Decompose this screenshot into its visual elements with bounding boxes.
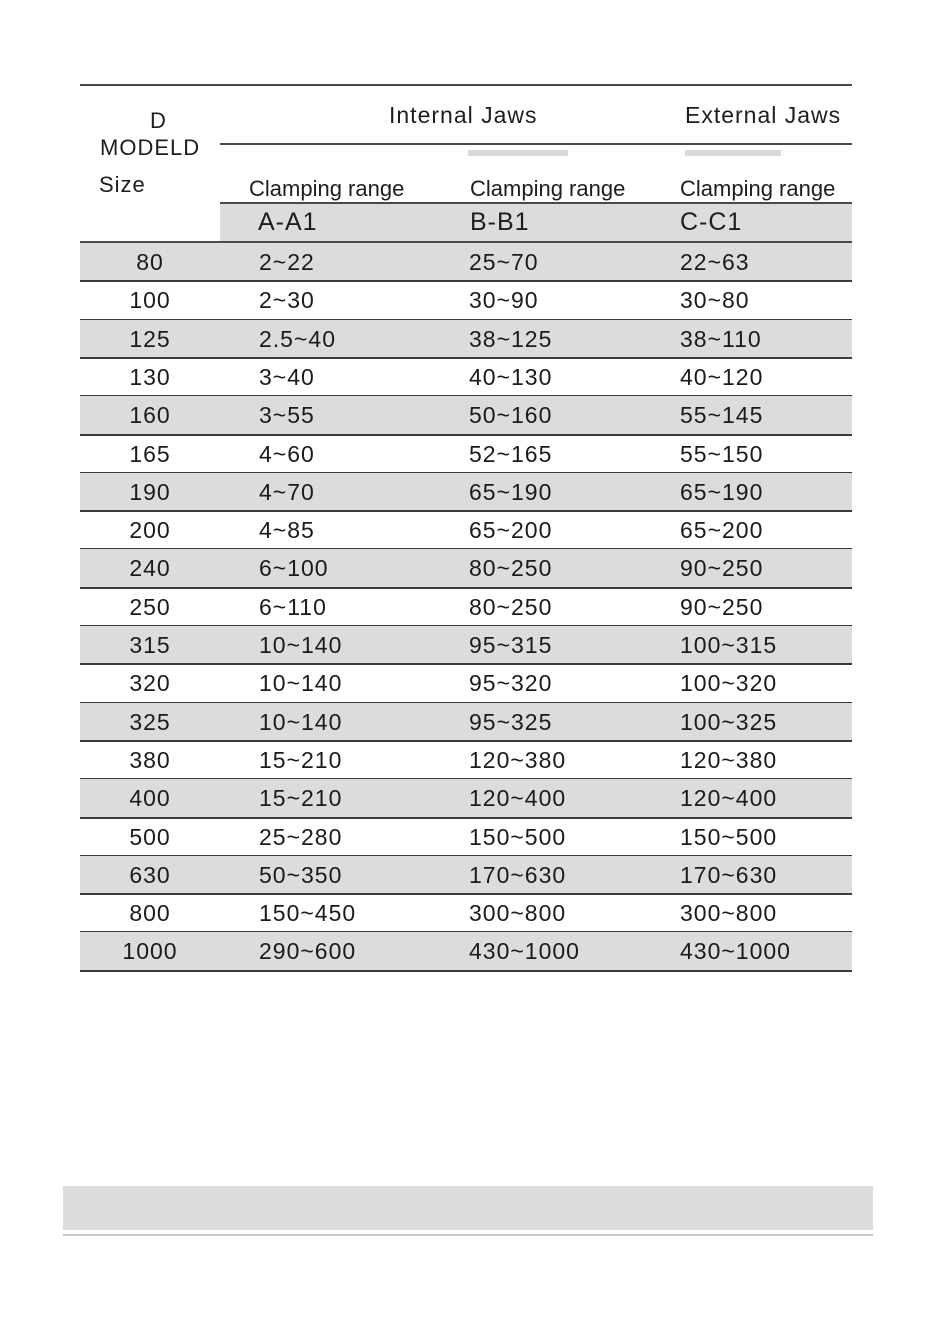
range-a-cell: 4~60	[259, 441, 315, 467]
range-c-cell: 430~1000	[680, 938, 791, 964]
range-c-cell: 100~320	[680, 670, 778, 696]
range-b-cell: 50~160	[469, 402, 553, 428]
code-band-top-rule	[220, 202, 852, 204]
range-c-cell: 170~630	[680, 862, 778, 888]
range-b-cell: 95~315	[469, 632, 553, 658]
table-row	[80, 932, 852, 970]
range-a-cell: 3~55	[259, 402, 315, 428]
model-size-header-modeld: MODELD	[100, 135, 201, 160]
table-row	[80, 818, 852, 856]
footer-band	[63, 1186, 873, 1230]
model-size-header-d: D	[150, 108, 167, 133]
range-a-cell: 50~350	[259, 862, 343, 888]
clamping-range-c-label: Clamping range	[680, 176, 836, 201]
range-b-cell: 25~70	[469, 249, 539, 275]
range-c-cell: 30~80	[680, 287, 750, 313]
table-row	[80, 549, 852, 587]
table-row	[80, 358, 852, 396]
range-a-cell: 2~30	[259, 287, 315, 313]
table-row	[80, 856, 852, 894]
faded-mark	[468, 150, 568, 156]
model-size-cell: 100	[129, 287, 171, 313]
range-c-cell: 55~145	[680, 402, 764, 428]
table-row	[80, 779, 852, 817]
range-c-cell: 38~110	[680, 326, 762, 352]
model-size-cell: 240	[129, 555, 171, 581]
range-a-cell: 6~100	[259, 555, 329, 581]
model-size-header-size: Size	[99, 172, 146, 197]
range-a-cell: 10~140	[259, 709, 343, 735]
clamping-range-b-label: Clamping range	[470, 176, 626, 201]
table-top-rule	[80, 84, 852, 86]
model-size-cell: 130	[129, 364, 171, 390]
range-b-cell: 65~200	[469, 517, 553, 543]
range-c-cell: 100~315	[680, 632, 778, 658]
model-size-cell: 165	[129, 441, 171, 467]
row-divider	[80, 970, 852, 972]
range-b-cell: 65~190	[469, 479, 553, 505]
range-a-cell: 25~280	[259, 824, 343, 850]
model-size-cell: 400	[129, 785, 171, 811]
table-row	[80, 511, 852, 549]
range-b-cell: 300~800	[469, 900, 567, 926]
model-size-cell: 630	[129, 862, 171, 888]
range-b-cell: 80~250	[469, 594, 553, 620]
table-row	[80, 435, 852, 473]
model-size-cell: 200	[129, 517, 171, 543]
range-b-cell: 95~325	[469, 709, 553, 735]
table-row	[80, 703, 852, 741]
table-row	[80, 473, 852, 511]
table-row	[80, 243, 852, 281]
model-size-cell: 325	[129, 709, 171, 735]
range-c-cell: 22~63	[680, 249, 750, 275]
range-a-cell: 10~140	[259, 670, 343, 696]
range-b-cell: 150~500	[469, 824, 567, 850]
range-c-cell: 55~150	[680, 441, 764, 467]
model-size-cell: 380	[129, 747, 171, 773]
model-size-cell: 315	[129, 632, 171, 658]
range-a-cell: 2.5~40	[259, 326, 336, 352]
range-c-cell: 150~500	[680, 824, 778, 850]
range-a-cell: 4~85	[259, 517, 315, 543]
model-size-cell: 500	[129, 824, 171, 850]
range-b-cell: 52~165	[469, 441, 553, 467]
range-a-cell: 10~140	[259, 632, 343, 658]
range-b-cell: 120~380	[469, 747, 567, 773]
table-row	[80, 664, 852, 702]
range-b-cell: 430~1000	[469, 938, 580, 964]
range-b-cell: 120~400	[469, 785, 567, 811]
range-a-cell: 150~450	[259, 900, 357, 926]
range-a-cell: 15~210	[259, 785, 343, 811]
range-a-cell: 290~600	[259, 938, 357, 964]
range-c-cell: 300~800	[680, 900, 778, 926]
range-c-cell: 100~325	[680, 709, 778, 735]
table-row	[80, 741, 852, 779]
external-jaws-heading: External Jaws	[685, 102, 842, 128]
faded-mark	[685, 150, 781, 156]
model-size-cell: 800	[129, 900, 171, 926]
range-code-b: B-B1	[470, 208, 530, 236]
table-row	[80, 396, 852, 434]
range-code-a: A-A1	[258, 208, 318, 236]
range-b-cell: 80~250	[469, 555, 553, 581]
internal-jaws-heading: Internal Jaws	[389, 102, 538, 128]
range-b-cell: 30~90	[469, 287, 539, 313]
range-code-c: C-C1	[680, 208, 743, 236]
model-size-cell: 190	[129, 479, 171, 505]
range-b-cell: 95~320	[469, 670, 553, 696]
model-size-cell: 1000	[122, 938, 178, 964]
table-row	[80, 626, 852, 664]
model-size-cell: 250	[129, 594, 171, 620]
model-size-cell: 80	[136, 249, 164, 275]
table-row	[80, 320, 852, 358]
range-a-cell: 3~40	[259, 364, 315, 390]
range-b-cell: 170~630	[469, 862, 567, 888]
range-c-cell: 40~120	[680, 364, 764, 390]
table-row	[80, 281, 852, 319]
clamping-range-a-label: Clamping range	[249, 176, 405, 201]
range-a-cell: 15~210	[259, 747, 343, 773]
table-row	[80, 588, 852, 626]
range-c-cell: 90~250	[680, 555, 764, 581]
range-c-cell: 90~250	[680, 594, 764, 620]
range-b-cell: 38~125	[469, 326, 553, 352]
model-size-cell: 160	[129, 402, 171, 428]
group-heading-rule	[220, 143, 852, 145]
table-row	[80, 894, 852, 932]
range-c-cell: 65~190	[680, 479, 764, 505]
range-a-cell: 2~22	[259, 249, 315, 275]
range-c-cell: 65~200	[680, 517, 764, 543]
footer-rule	[63, 1234, 873, 1236]
range-b-cell: 40~130	[469, 364, 553, 390]
range-a-cell: 6~110	[259, 594, 327, 620]
range-a-cell: 4~70	[259, 479, 315, 505]
model-size-cell: 320	[129, 670, 171, 696]
model-size-cell: 125	[129, 326, 171, 352]
range-c-cell: 120~400	[680, 785, 778, 811]
range-c-cell: 120~380	[680, 747, 778, 773]
